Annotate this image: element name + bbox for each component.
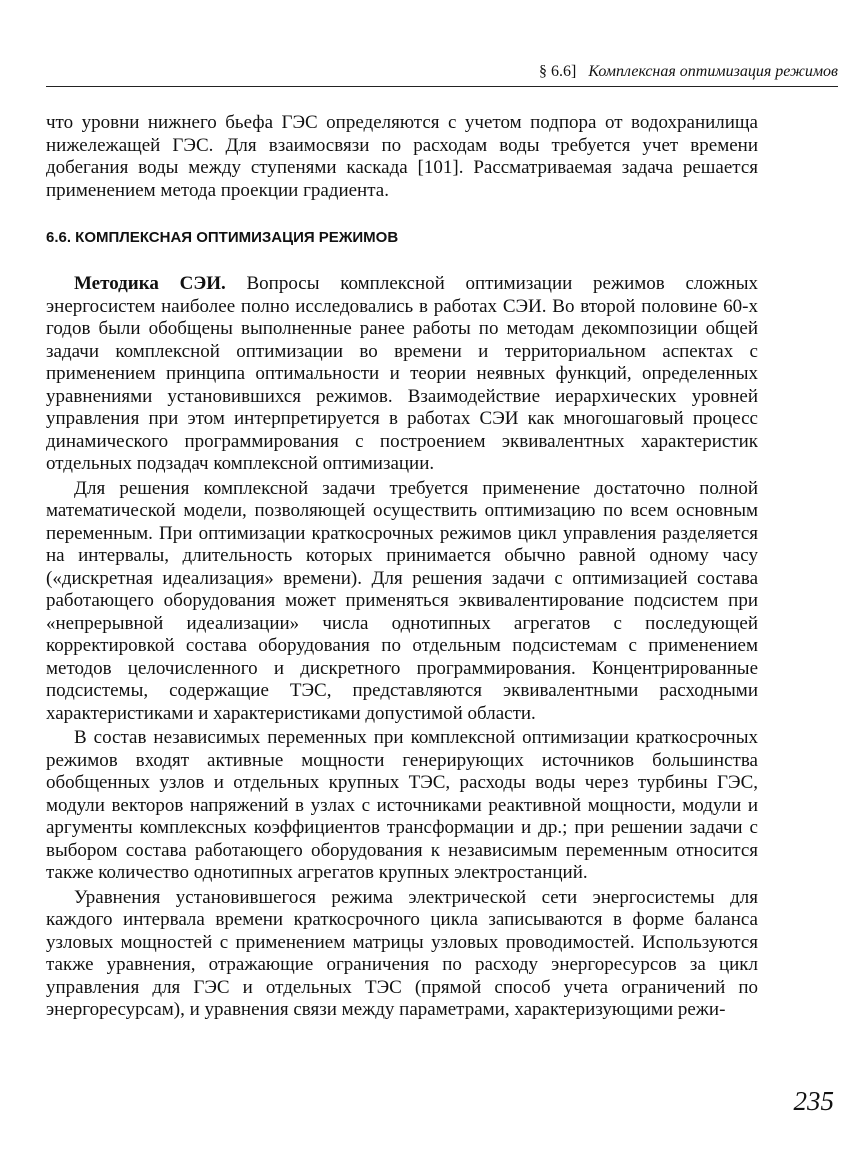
paragraph-model: Для решения комплексной задачи требуется применение достаточно полной математической модели, позволяющей осуществить оптимизацию по всем основным переменным. При оптимизации краткосрочных режимов цикл управления разделяется на интервалы, длительность которых принимается обычно равной одному часу («дискретная идеализация» времени). Для решения задачи с оптимизацией состава работающего оборудования может применяться эквивалентирование подсистем при «непрерывной идеализации» числа однотипных агрегатов с последующей корректировкой состава оборудования по отдельным подсистемам с применением методов целочисленного и дискретного программирования. Концентрированные подсистемы, содержащие ТЭС, представляются эквивалентными расходными характеристиками и характеристиками допустимой области. <box>46 477 758 724</box>
running-title: Комплексная оптимизация режимов <box>588 63 838 80</box>
section-heading: 6.6. КОМПЛЕКСНАЯ ОПТИМИЗАЦИЯ РЕЖИМОВ <box>46 229 399 246</box>
paragraph-equations: Уравнения установившегося режима электрической сети энергосистемы для каждого интервала времени краткосрочного цикла записываются в форме баланса узловых мощностей с применением матрицы узловых проводимостей. Используются также уравнения, отражающие ограничения по расходу энергоресурсов за цикл управления для ГЭС и отдельных ТЭС (прямой способ учета ограничений по энергоресурсам), и уравнения связи между параметрами, характеризующими режи- <box>46 886 758 1020</box>
page-number: 235 <box>793 1086 834 1116</box>
paragraph-text: Вопросы комплексной оптимизации режимов сложных энергосистем наиболее полно исследовались в работах СЭИ. Во второй половине 60-х годов были обобщены выполненные ранее работы по методам декомпозиции общей задачи комплексной оптимизации во времени и территориальном аспектах с применением принципа оптимальности и теории неявных функций, определенных уравнениями установившихся режимов. Взаимодействие иерархических уровней управления при этом интерпретируется в работах СЭИ как многошаговый процесс динамического программирования с построением эквивалентных характеристик отдельных подзадач комплексной оптимизации. <box>46 273 758 474</box>
continued-paragraph: что уровни нижнего бьефа ГЭС определяются с учетом подпора от водохранилища нижележащей ГЭС. Для взаимосвязи по расходам воды требуется учет времени добегания воды между ступенями каскада [101]. Рассматриваемая задача решается применением метода проекции градиента. <box>46 112 758 201</box>
running-header <box>46 58 838 87</box>
paragraph-methodology <box>46 273 758 476</box>
section-number: § 6.6] <box>539 63 577 80</box>
page-body <box>46 112 758 1022</box>
run-in-heading: Методика СЭИ. <box>74 273 226 294</box>
paragraph-variables: В состав независимых переменных при комплексной оптимизации краткосрочных режимов входят активные мощности генерирующих источников большинства обобщенных узлов и отдельных крупных ТЭС, расходы воды через турбины ГЭС, модули векторов напряжений в узлах с источниками реактивной мощности, модули и аргументы комплексных коэффициентов трансформации и др.; при решении задачи с выбором состава работающего оборудования к независимым переменным относится также количество однотипных агрегатов крупных электростанций. <box>46 727 758 883</box>
